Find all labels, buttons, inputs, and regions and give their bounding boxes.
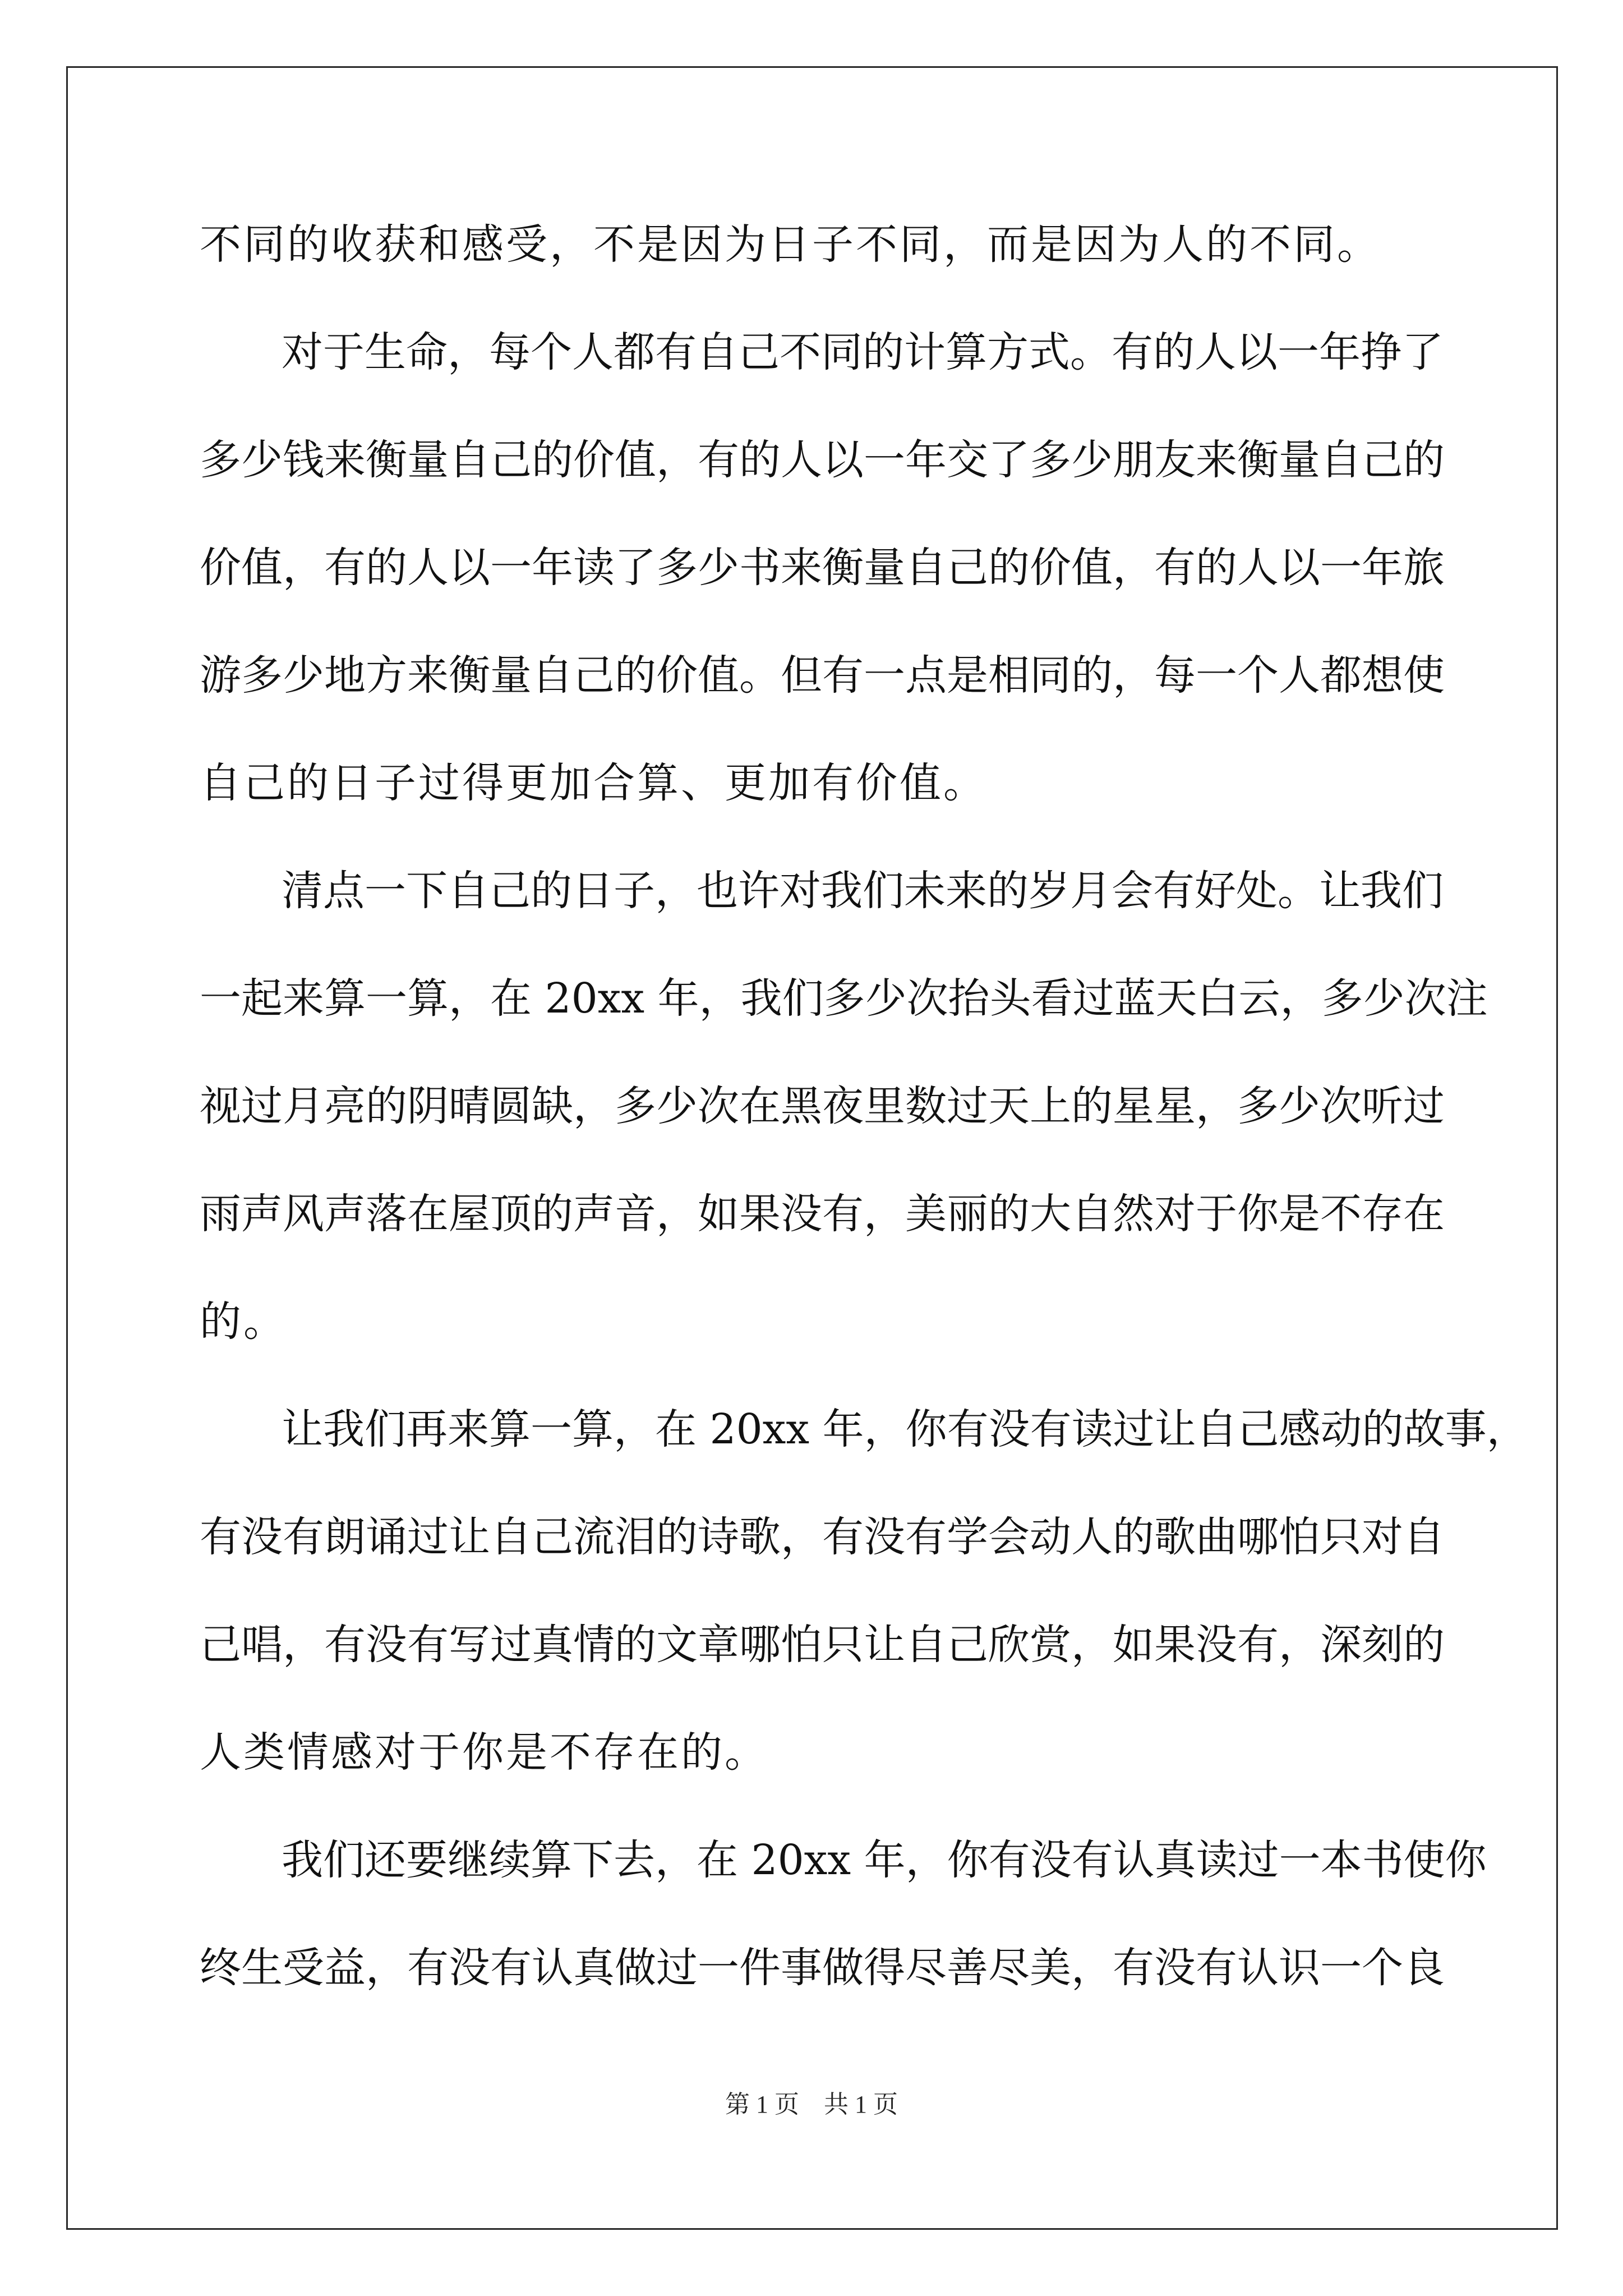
text-line: 游多少地方来衡量自己的价值。但有一点是相同的，每一个人都想使 <box>200 651 1445 700</box>
text-line: 不同的收获和感受，不是因为日子不同，而是因为人的不同。 <box>200 220 1381 269</box>
page-border <box>66 66 1558 2230</box>
paragraph-first-line: 让我们再来算一算，在 20xx 年，你有没有读过让自己感动的故事， <box>282 1405 1528 1453</box>
text-line: 多少钱来衡量自己的价值，有的人以一年交了多少朋友来衡量自己的 <box>200 436 1445 484</box>
text-line: 价值，有的人以一年读了多少书来衡量自己的价值，有的人以一年旅 <box>200 544 1445 592</box>
paragraph-first-line: 清点一下自己的日子，也许对我们未来的岁月会有好处。让我们 <box>282 867 1444 915</box>
text-line: 自己的日子过得更加合算、更加有价值。 <box>200 759 987 807</box>
text-line: 一起来算一算，在 20xx 年，我们多少次抬头看过蓝天白云，多少次注 <box>200 974 1488 1023</box>
text-line: 终生受益，有没有认真做过一件事做得尽善尽美，有没有认识一个良 <box>200 1944 1445 1992</box>
page-number-footer: 第 1 页 共 1 页 <box>725 2091 898 2118</box>
text-line: 己唱，有没有写过真情的文章哪怕只让自己欣赏，如果没有，深刻的 <box>200 1621 1445 1669</box>
text-line: 人类情感对于你是不存在的。 <box>200 1728 768 1777</box>
text-line: 雨声风声落在屋顶的声音，如果没有，美丽的大自然对于你是不存在 <box>200 1190 1445 1238</box>
text-line: 视过月亮的阴晴圆缺，多少次在黑夜里数过天上的星星，多少次听过 <box>200 1082 1445 1130</box>
paragraph-first-line: 对于生命，每个人都有自己不同的计算方式。有的人以一年挣了 <box>282 328 1444 376</box>
paragraph-first-line: 我们还要继续算下去，在 20xx 年，你有没有认真读过一本书使你 <box>282 1836 1487 1884</box>
text-line: 的。 <box>200 1297 287 1346</box>
text-line: 有没有朗诵过让自己流泪的诗歌，有没有学会动人的歌曲哪怕只对自 <box>200 1513 1445 1561</box>
